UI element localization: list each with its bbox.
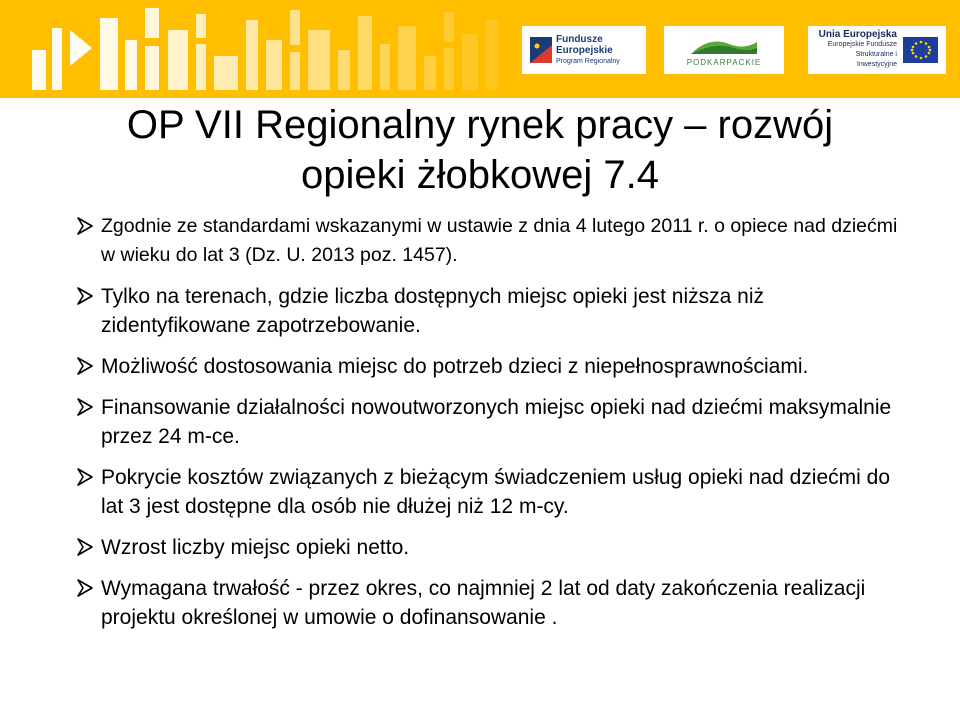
- arrow-bullet-icon: [75, 578, 95, 598]
- podkarpackie-logo: [664, 26, 784, 74]
- arrow-bullet-icon: [75, 286, 95, 306]
- fundusze-line3: Program Regionalny: [556, 57, 620, 65]
- fundusze-line1: Fundusze: [556, 33, 603, 45]
- arrow-bullet-icon: [75, 397, 95, 417]
- bullet-text: Wzrost liczby miejsc opieki netto.: [101, 536, 410, 559]
- eu-line1: Unia Europejska: [818, 29, 897, 40]
- slide-title: [40, 100, 920, 200]
- bullet-item: [75, 212, 905, 270]
- bullet-item: [75, 533, 905, 562]
- bullet-item: [75, 463, 905, 521]
- header-banner: [0, 0, 960, 98]
- eu-line3: Strukturalne i Inwestycyjne: [855, 51, 897, 68]
- title-line2: opieki żłobkowej 7.4: [301, 153, 659, 197]
- podkarpackie-hills-icon: [689, 34, 759, 56]
- arrow-bullet-icon: [75, 216, 95, 236]
- bullet-text: Zgodnie ze standardami wskazanymi w ustawie z dnia 4 lutego 2011 r. o opiece nad dziećmi w wieku do lat 3 (Dz. U. 2013 poz. 1457).: [101, 215, 898, 266]
- eu-logo: [808, 26, 946, 74]
- arrow-bullet-icon: [75, 537, 95, 557]
- bullet-text: Tylko na terenach, gdzie liczba dostępnych miejsc opieki jest niższa niż zidentyfikowane zapotrzebowanie.: [101, 285, 764, 337]
- podkarpackie-text: PODKARPACKIE: [686, 57, 762, 67]
- bullet-list: [75, 212, 905, 644]
- bullet-text: Finansowanie działalności nowoutworzonych miejsc opieki nad dziećmi maksymalnie przez 24 m-ce.: [101, 396, 892, 448]
- bullet-text: Wymagana trwałość - przez okres, co najmniej 2 lat od daty zakończenia realizacji projektu określonej w umowie o dofinansowanie .: [101, 577, 866, 629]
- eu-line2: Europejskie Fundusze: [827, 41, 897, 48]
- fundusze-line2: Europejskie: [556, 44, 613, 56]
- arrow-bullet-icon: [75, 467, 95, 487]
- fundusze-europejskie-emblem-icon: [530, 37, 552, 63]
- bullet-item: [75, 352, 905, 381]
- bullet-item: [75, 393, 905, 451]
- bullet-text: Możliwość dostosowania miejsc do potrzeb dzieci z niepełnosprawnościami.: [101, 355, 809, 378]
- fundusze-europejskie-logo: [522, 26, 646, 74]
- eu-flag-icon: [903, 37, 938, 63]
- bullet-item: [75, 282, 905, 340]
- bullet-item: [75, 574, 905, 632]
- bullet-text: Pokrycie kosztów związanych z bieżącym świadczeniem usług opieki nad dziećmi do lat 3 jest dostępne dla osób nie dłużej niż 12 m-cy.: [101, 466, 891, 518]
- arrow-bullet-icon: [75, 356, 95, 376]
- title-line1: OP VII Regionalny rynek pracy – rozwój: [126, 103, 834, 147]
